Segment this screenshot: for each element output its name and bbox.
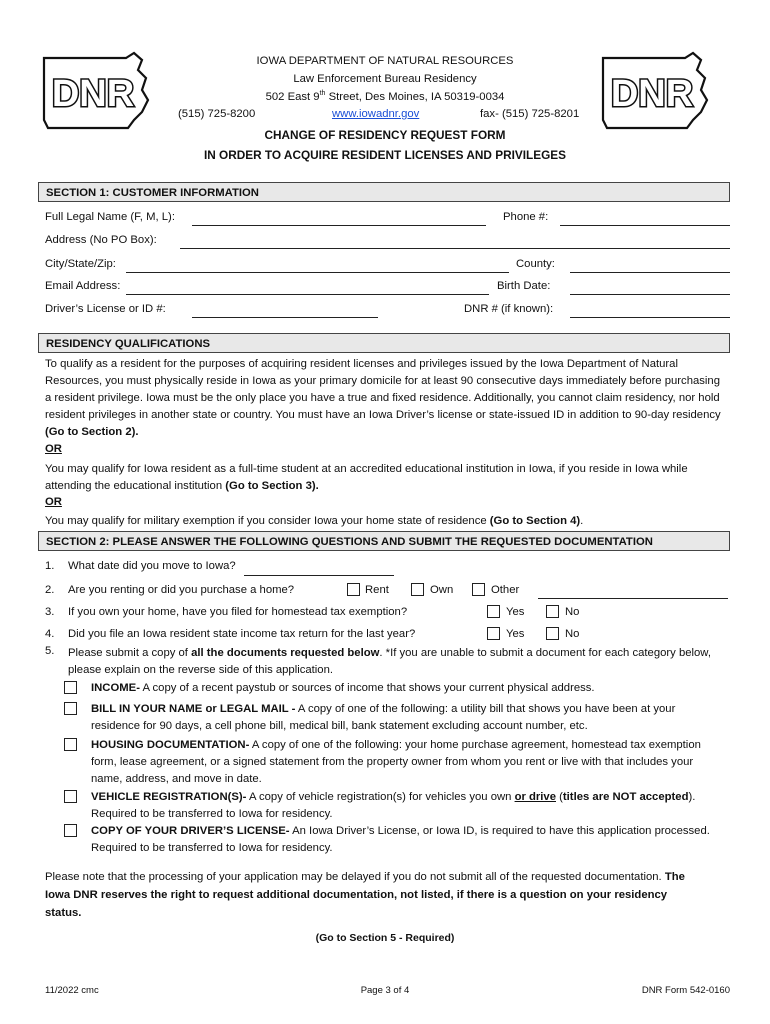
q2-text: Are you renting or did you purchase a home? bbox=[68, 584, 295, 596]
q1-text: What date did you move to Iowa? bbox=[68, 560, 236, 572]
income-checkbox[interactable] bbox=[64, 681, 77, 694]
qualifications-paragraph-3: You may qualify for military exemption if you consider Iowa your home state of residence (Go to Section 4). bbox=[45, 515, 584, 527]
dept-fax: fax- (515) 725-8201 bbox=[480, 108, 580, 120]
or-separator: OR bbox=[45, 443, 62, 455]
qualifications-heading: RESIDENCY QUALIFICATIONS bbox=[38, 333, 730, 353]
other-checkbox[interactable] bbox=[472, 583, 485, 596]
q1-number: 1. bbox=[45, 560, 55, 572]
own-label: Own bbox=[430, 584, 454, 596]
birth-date-label: Birth Date: bbox=[497, 280, 551, 292]
income-doc-text: INCOME- A copy of a recent paystub or sources of income that shows your current physical address. bbox=[91, 682, 595, 694]
tax-return-no-label: No bbox=[565, 628, 580, 640]
tax-return-no-checkbox[interactable] bbox=[546, 627, 559, 640]
logo-text: DNR bbox=[51, 73, 135, 115]
move-date-field[interactable] bbox=[244, 575, 394, 576]
q4-text: Did you file an Iowa resident state income tax return for the last year? bbox=[68, 628, 416, 640]
phone-field[interactable] bbox=[560, 225, 730, 226]
license-doc-text: COPY OF YOUR DRIVER’S LICENSE- An Iowa Driver’s License, or Iowa ID, is required to have this application processed. Required to be transferred to Iowa for residency. bbox=[91, 825, 710, 854]
phone-label: Phone #: bbox=[503, 211, 549, 223]
email-label: Email Address: bbox=[45, 280, 121, 292]
address-label: Address (No PO Box): bbox=[45, 234, 157, 246]
rent-checkbox[interactable] bbox=[347, 583, 360, 596]
license-copy-checkbox[interactable] bbox=[64, 824, 77, 837]
dept-name: IOWA DEPARTMENT OF NATURAL RESOURCES bbox=[256, 55, 514, 67]
tax-return-yes-checkbox[interactable] bbox=[487, 627, 500, 640]
footer-form-number: DNR Form 542-0160 bbox=[641, 985, 730, 996]
county-label: County: bbox=[516, 258, 555, 270]
qualifications-paragraph-2: You may qualify for Iowa resident as a full-time student at an accredited educational institution in Iowa, if you reside in Iowa while attending the educational institution (Go to Section 3). bbox=[45, 463, 688, 492]
logo-text: DNR bbox=[610, 73, 694, 115]
footer-date: 11/2022 cmc bbox=[45, 985, 99, 996]
q2-number: 2. bbox=[45, 584, 55, 596]
housing-checkbox[interactable] bbox=[64, 738, 77, 751]
rent-label: Rent bbox=[365, 584, 389, 596]
processing-note: Please note that the processing of your application may be delayed if you do not submit all of the requested documentation. The Iowa DNR reserves the right to request additional documentation, not listed, if there is a question on your residency status. bbox=[45, 871, 685, 919]
full-name-field[interactable] bbox=[192, 225, 486, 226]
goto-section5: (Go to Section 5 - Required) bbox=[315, 932, 455, 944]
homestead-no-label: No bbox=[565, 606, 580, 618]
email-field[interactable] bbox=[126, 294, 489, 295]
license-label: Driver’s License or ID #: bbox=[45, 303, 166, 315]
dept-address: 502 East 9th Street, Des Moines, IA 50319-0034 bbox=[265, 90, 505, 103]
dnr-number-field[interactable] bbox=[570, 317, 730, 318]
address-field[interactable] bbox=[180, 248, 730, 249]
form-title: CHANGE OF RESIDENCY REQUEST FORM bbox=[264, 128, 506, 142]
vehicle-checkbox[interactable] bbox=[64, 790, 77, 803]
form-subtitle: IN ORDER TO ACQUIRE RESIDENT LICENSES AND PRIVILEGES bbox=[203, 148, 567, 162]
city-field[interactable] bbox=[126, 272, 509, 273]
tax-return-yes-label: Yes bbox=[506, 628, 525, 640]
birth-date-field[interactable] bbox=[570, 294, 730, 295]
dept-website-link[interactable]: www.iowadnr.gov bbox=[332, 108, 420, 120]
dnr-number-label: DNR # (if known): bbox=[464, 303, 554, 315]
full-name-label: Full Legal Name (F, M, L): bbox=[45, 211, 175, 223]
vehicle-doc-text: VEHICLE REGISTRATION(S)- A copy of vehicle registration(s) for vehicles you own or drive (titles are NOT accepted). Required to be transferred to Iowa for residency. bbox=[91, 791, 696, 820]
qualifications-paragraph-1: To qualify as a resident for the purposes of acquiring resident licenses and privileges issued by the Iowa Department of Natural Resources, you must physically reside in Iowa as your primary domicile for at least 90 consecutive days immediately before purchasing a resident privilege. Iowa must be the only place you have a true and fixed residence. Additionally, you cannot claim residency, nor hold resident privileges in another state or country. You must have an Iowa Driver’s license or state-issued ID in addition to 90-day residency (Go to Section 2). bbox=[45, 358, 721, 438]
housing-doc-text: HOUSING DOCUMENTATION- A copy of one of the following: your home purchase agreement, homestead tax exemption form, lease agreement, or a signed statement from the property owner from whom you rent or live with that includes your name, address, and move in date. bbox=[91, 739, 701, 785]
q3-number: 3. bbox=[45, 606, 55, 618]
homestead-no-checkbox[interactable] bbox=[546, 605, 559, 618]
q5-text: Please submit a copy of all the documents requested below. *If you are unable to submit a document for each category below, please explain on the reverse side of this application. bbox=[68, 647, 711, 676]
homestead-yes-checkbox[interactable] bbox=[487, 605, 500, 618]
license-field[interactable] bbox=[192, 317, 378, 318]
other-label: Other bbox=[491, 584, 520, 596]
q4-number: 4. bbox=[45, 628, 55, 640]
county-field[interactable] bbox=[570, 272, 730, 273]
or-separator: OR bbox=[45, 496, 62, 508]
section2-heading: SECTION 2: PLEASE ANSWER THE FOLLOWING QUESTIONS AND SUBMIT THE REQUESTED DOCUMENTATION bbox=[38, 531, 730, 551]
q5-number: 5. bbox=[45, 645, 55, 657]
city-label: City/State/Zip: bbox=[45, 258, 116, 270]
dnr-logo-left bbox=[38, 50, 153, 130]
q3-text: If you own your home, have you filed for homestead tax exemption? bbox=[68, 606, 408, 618]
own-checkbox[interactable] bbox=[411, 583, 424, 596]
bill-doc-text: BILL IN YOUR NAME or LEGAL MAIL - A copy of one of the following: a utility bill that shows you have been at your residence for 90 days, a cell phone bill, medical bill, bank statement excluding account number, etc. bbox=[91, 703, 676, 732]
other-field[interactable] bbox=[538, 598, 728, 599]
footer-page: Page 3 of 4 bbox=[360, 985, 410, 996]
homestead-yes-label: Yes bbox=[506, 606, 525, 618]
bureau-name: Law Enforcement Bureau Residency bbox=[293, 73, 477, 85]
bill-checkbox[interactable] bbox=[64, 702, 77, 715]
dept-phone: (515) 725-8200 bbox=[178, 108, 256, 120]
section1-heading: SECTION 1: CUSTOMER INFORMATION bbox=[38, 182, 730, 202]
